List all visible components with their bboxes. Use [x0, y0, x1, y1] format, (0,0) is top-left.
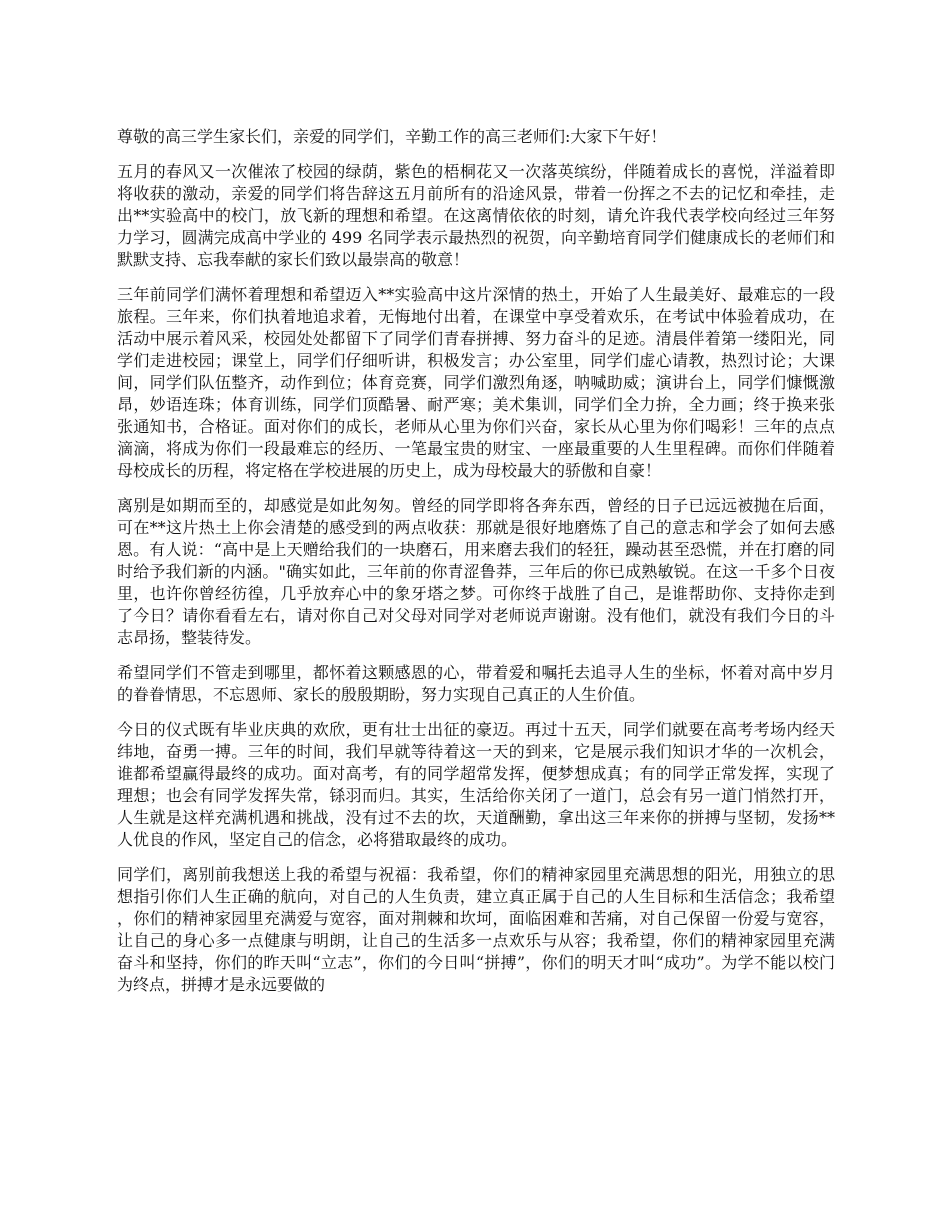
- paragraph-congratulations: 五月的春风又一次催浓了校园的绿荫，紫色的梧桐花又一次落英缤纷，伴随着成长的喜悦，洋溢着即将收获的激动，亲爱的同学们将告辞这五月前所有的沿途风景，带着一份挥之不去的记忆和牵挂，走出**实验高中的校门，放飞新的理想和希望。在这离情依依的时刻，请允许我代表学校向经过三年努力学习，圆满完成高中学业的 499 名同学表示最热烈的祝贺，向辛勤培育同学们健康成长的老师们和默默支持、忘我奉献的家长们致以最崇高的敬意！: [117, 162, 835, 269]
- paragraph-farewell-gratitude: 离别是如期而至的，却感觉是如此匆匆。曾经的同学即将各奔东西，曾经的日子已远远被抛在后面，可在**这片热土上你会清楚的感受到的两点收获：那就是很好地磨炼了自己的意志和学会了如何去感恩。有人说：“高中是上天赠给我们的一块磨石，用来磨去我们的轻狂，躁动甚至恐慌，并在打磨的同时给予我们新的内涵。"确实如此，三年前的你青涩鲁莽，三年后的你已成熟敏锐。在这一千多个日夜里，也许你曾经彷徨，几乎放弃心中的象牙塔之梦。可你终于战胜了自己，是谁帮助你、支持你走到了今日？请你看看左右，请对你自己对父母对同学对老师说声谢谢。没有他们，就没有我们今日的斗志昂扬，整装待发。: [117, 496, 835, 647]
- paragraph-greeting: 尊敬的高三学生家长们，亲爱的同学们，辛勤工作的高三老师们:大家下午好！: [117, 127, 667, 146]
- paragraph-hope: 希望同学们不管走到哪里，都怀着这颗感恩的心，带着爱和嘱托去追寻人生的坐标，怀着对高中岁月的眷眷情思，不忘恩师、家长的殷殷期盼，努力实现自己真正的人生价值。: [117, 663, 835, 704]
- paragraph-wishes: 同学们，离别前我想送上我的希望与祝福：我希望，你们的精神家园里充满思想的阳光，用独立的思想指引你们人生正确的航向，对自己的人生负责，建立真正属于自己的人生目标和生活信念；我希望，你们的精神家园里充满爱与宽容，面对荆棘和坎坷，面临困难和苦痛，对自己保留一份爱与宽容，让自己的身心多一点健康与明朗，让自己的生活多一点欢乐与从容；我希望，你们的精神家园里充满奋斗和坚持，你们的昨天叫“立志”，你们的今日叫“拼搏”，你们的明天才叫“成功”。为学不能以校门为终点，拼搏才是永远要做的: [117, 865, 835, 994]
- document-body: [117, 126, 835, 1009]
- paragraph-exam: 今日的仪式既有毕业庆典的欢欣，更有壮士出征的豪迈。再过十五天，同学们就要在高考考场内经天纬地，奋勇一搏。三年的时间，我们早就等待着这一天的到来，它是展示我们知识才华的一次机会，谁都希望赢得最终的成功。面对高考，有的同学超常发挥，便梦想成真；有的同学正常发挥，实现了理想；也会有同学发挥失常，铩羽而归。其实，生活给你关闭了一道门，总会有另一道门悄然打开，人生就是这样充满机遇和挑战，没有过不去的坎，天道酬勤，拿出这三年来你的拼搏与坚韧，发扬**人优良的作风，坚定自己的信念，必将猎取最终的成功。: [117, 720, 835, 849]
- paragraph-three-years: 三年前同学们满怀着理想和希望迈入**实验高中这片深情的热土，开始了人生最美好、最难忘的一段旅程。三年来，你们执着地追求着，无悔地付出着，在课堂中享受着欢乐，在考试中体验着成功，在活动中展示着风采，校园处处都留下了同学们青春拼搏、努力奋斗的足迹。清晨伴着第一缕阳光，同学们走进校园；课堂上，同学们仔细听讲，积极发言；办公室里，同学们虚心请教，热烈讨论；大课间，同学们队伍整齐，动作到位；体育竞赛，同学们激烈角逐，呐喊助威；演讲台上，同学们慷慨激昂，妙语连珠；体育训练，同学们顶酷暑、耐严寒；美术集训，同学们全力拚，全力画；终于换来张张通知书，合格证。面对你们的成长，老师从心里为你们兴奋，家长从心里为你们喝彩！三年的点点滴滴，将成为你们一段最难忘的经历、一笔最宝贵的财宝、一座最重要的人生里程碑。而你们伴随着母校成长的历程，将定格在学校进展的历史上，成为母校最大的骄傲和自豪！: [117, 285, 835, 480]
